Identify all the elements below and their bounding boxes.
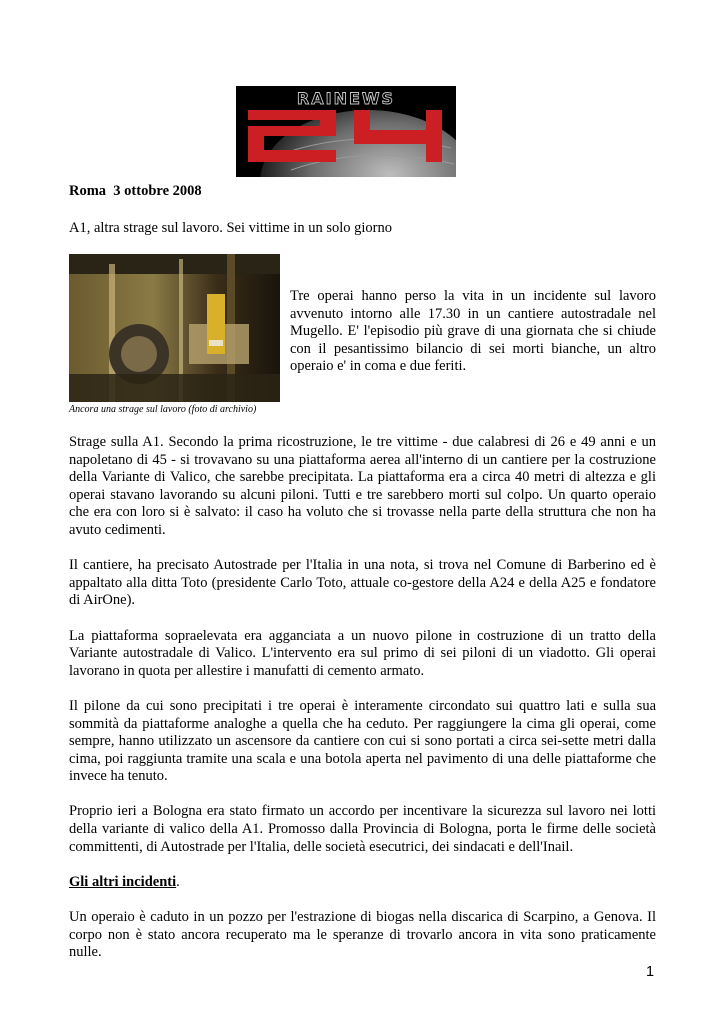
section-heading-text: Gli altri incidenti: [69, 873, 177, 890]
section-heading-period: .: [176, 873, 180, 890]
paragraph: La piattaforma sopraelevata era agganciata a un nuovo pilone in costruzione di un tratto della Variante autostradale di Valico. L'intervento era sul primo di sei piloni di un viadotto. Gli operai lavorano in quota per allestire i manufatti di cemento armato.: [69, 627, 656, 679]
archive-photo: [69, 254, 280, 402]
paragraph: Il pilone da cui sono precipitati i tre operai è interamente circondato sui quattro lati e sulla sua sommità da piattaforme analoghe a quella che ha ceduto. Per raggiungere la cima gli operai, come sempre, hanno utilizzato un ascensore da cantiere con cui si sono portati a circa sei-sette metri dalla cima, poi raggiunta tramite una scala e una botola aperta nel pavimento di una delle piattaforme che invece ha tenuto.: [69, 697, 656, 785]
paragraph: Proprio ieri a Bologna era stato firmato un accordo per incentivare la sicurezza sul lavoro nei lotti della variante di valico della A1. Promosso dalla Provincia di Bologna, porta le firme delle società committenti, di Autostrade per l'Italia, delle società esecutrici, dei sindacati e dell'Inail.: [69, 803, 656, 855]
rainews24-logo: [236, 86, 456, 177]
page-number: 1: [646, 964, 655, 980]
dateline: Roma 3 ottobre 2008: [69, 183, 202, 199]
article-headline: A1, altra strage sul lavoro. Sei vittime in un solo giorno: [69, 220, 392, 236]
logo-brand-text: RAINEWS: [296, 89, 396, 108]
rainews24-logo-graphic: [236, 86, 456, 177]
paragraph: Un operaio è caduto in un pozzo per l'estrazione di biogas nella discarica di Scarpino, a Genova. Il corpo non è stato ancora recuperato ma le speranze di trovarlo ancora in vita sono praticamente nulle.: [69, 909, 656, 961]
paragraph: Il cantiere, ha precisato Autostrade per l'Italia in una nota, si trova nel Comune di Barberino ed è appaltato alla ditta Toto (presidente Carlo Toto, attuale co-gestore della A24 e della A25 e fondatore di AirOne).: [69, 557, 656, 609]
paragraph: Strage sulla A1. Secondo la prima ricostruzione, le tre vittime - due calabresi di 26 e 49 anni e un napoletano di 45 - si trovavano su una piattaforma aerea all'interno di un cantiere per la costruzione della Variante di Valico, che sarebbe precipitata. La piattaforma era a circa 40 metri di altezza e gli operai stavano lavorando su alcuni piloni. Tutti e tre sarebbero morti sul colpo. Un quarto operaio che era con loro si è salvato: il caso ha voluto che si trovasse nella parte della struttura che non ha avuto cedimenti.: [69, 434, 656, 538]
section-heading: [69, 874, 656, 892]
photo-caption: Ancora una strage sul lavoro (foto di archivio): [69, 404, 257, 415]
article-body: [69, 434, 656, 979]
article-intro: Tre operai hanno perso la vita in un incidente sul lavoro avvenuto intorno alle 17.30 in un cantiere autostradale nel Mugello. E' l'episodio più grave di una giornata che si chiude con il pesantissimo bilancio di sei morti bianche, un altro operaio e' in coma e due feriti.: [290, 288, 656, 375]
